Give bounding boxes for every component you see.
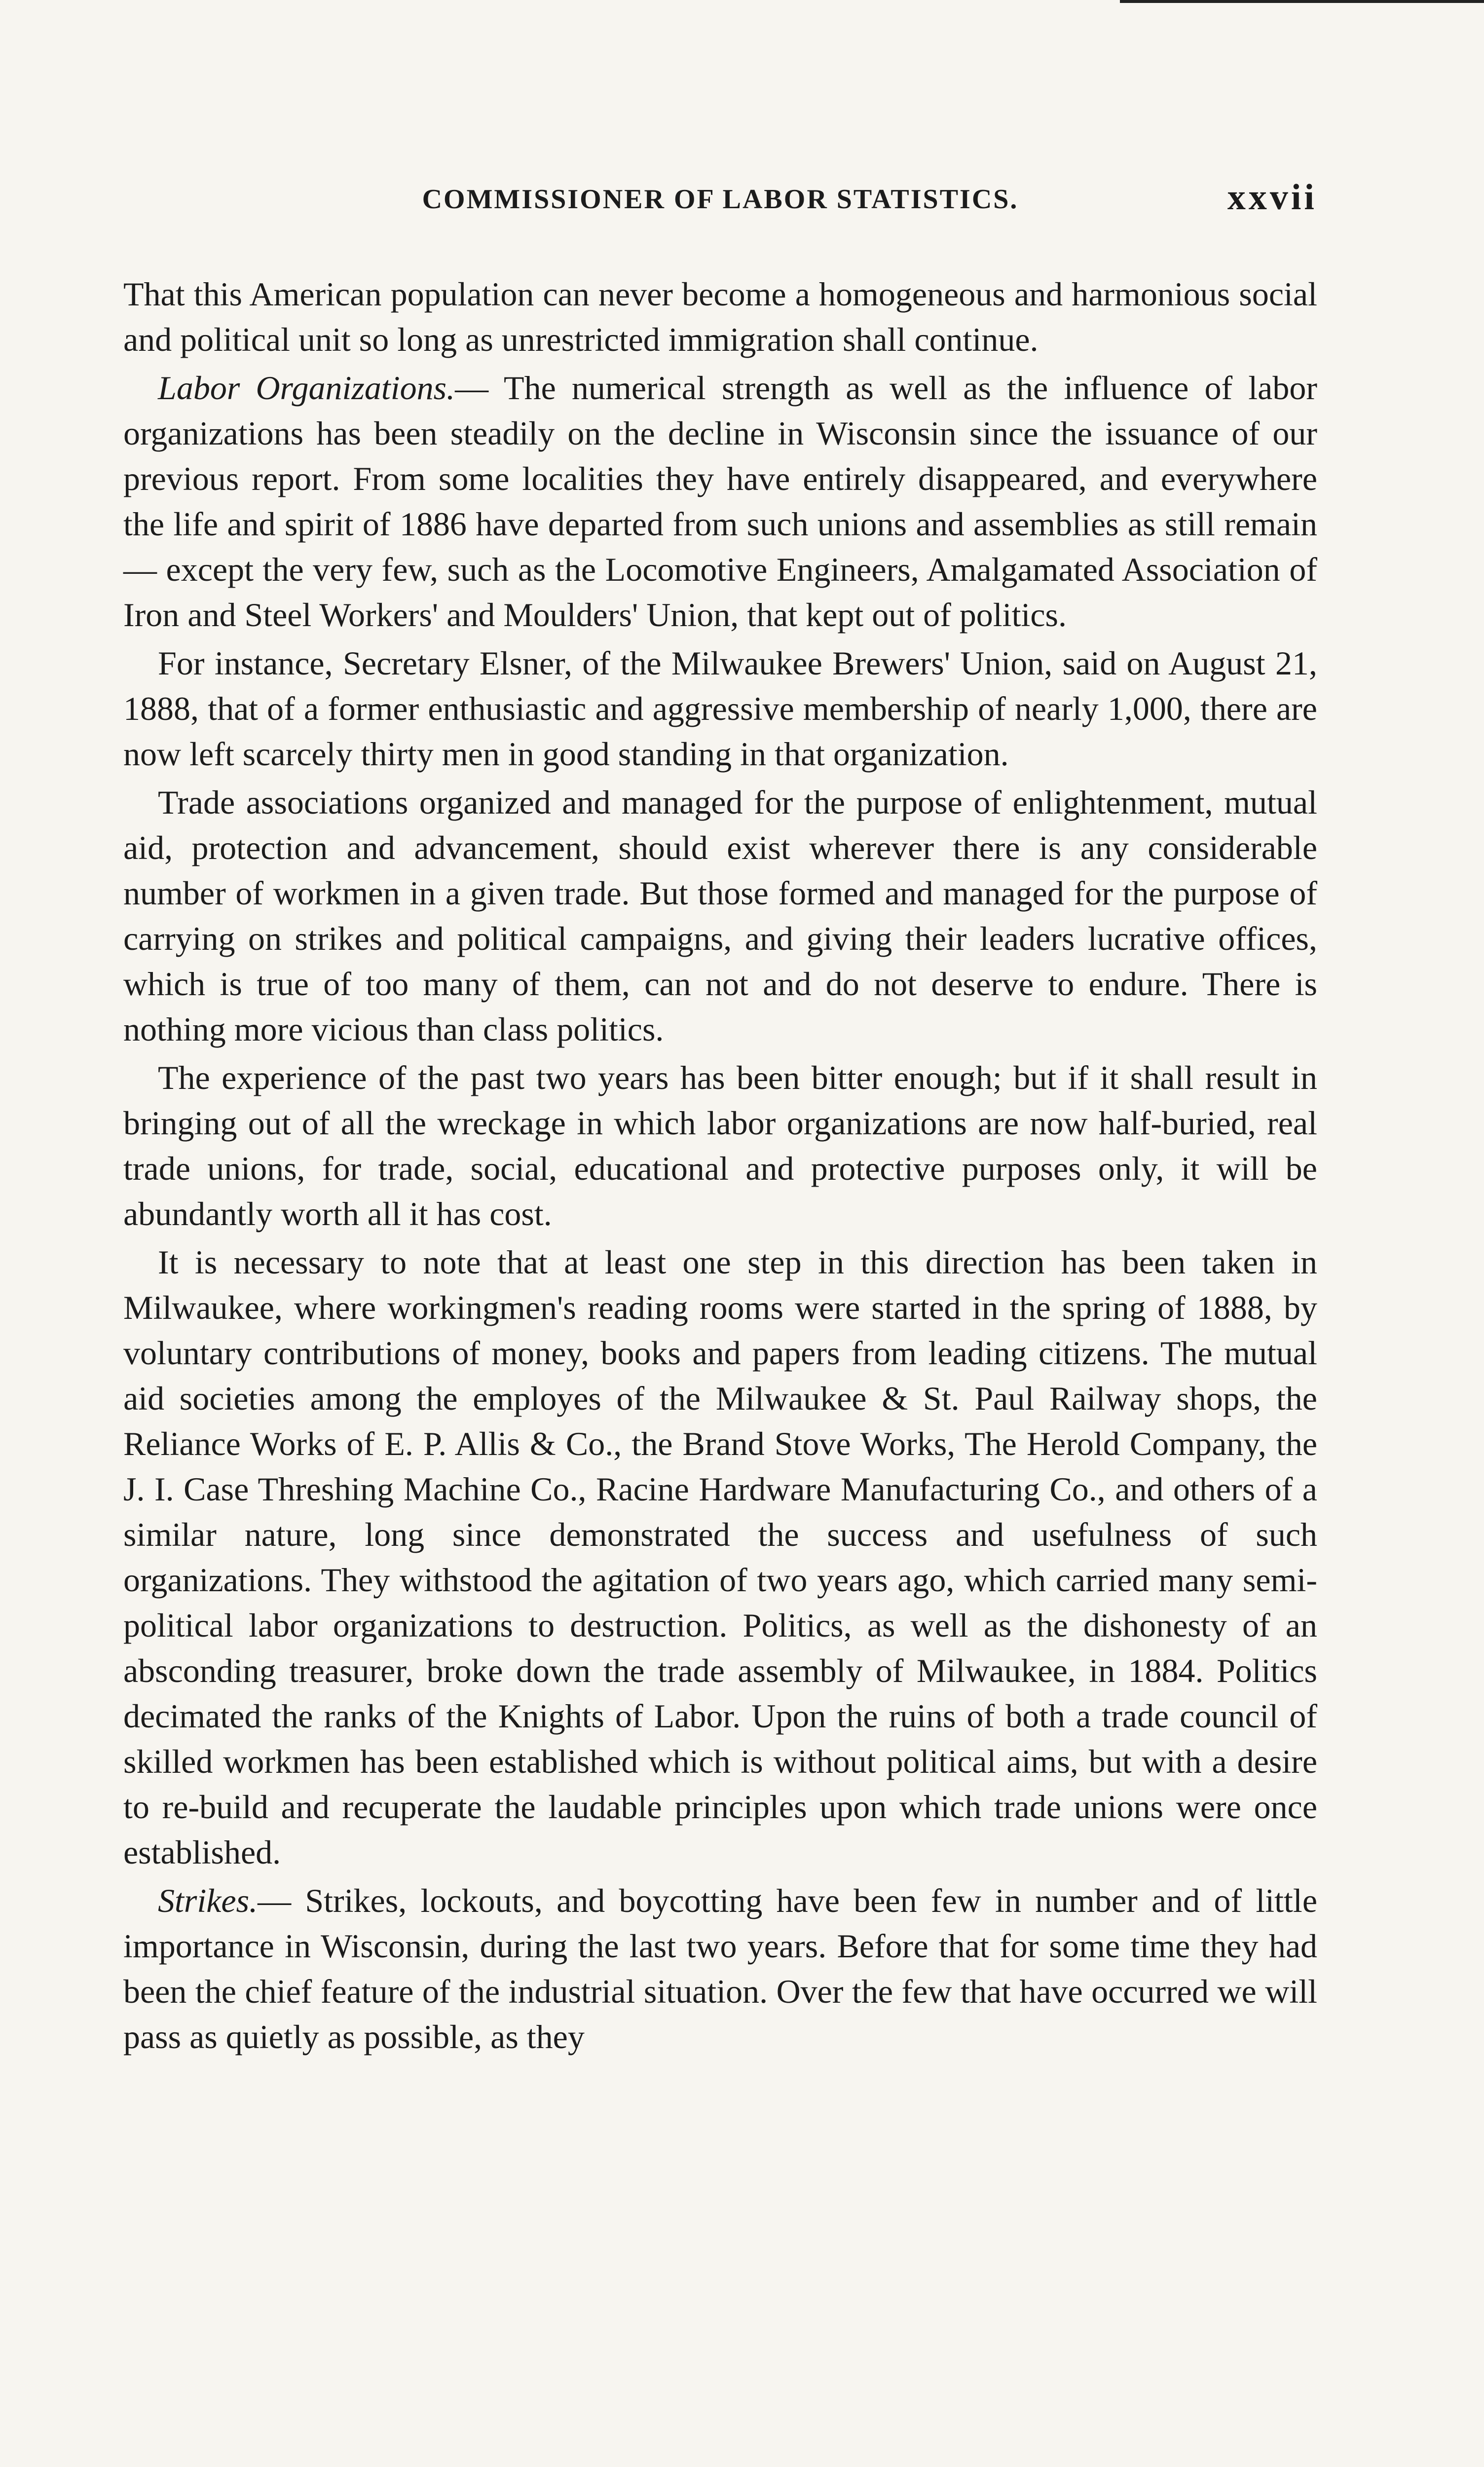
paragraph-1-text: That this American population can never become a homogeneous and harmonious social and political unit so long as unrestricted immigration shall continue. <box>123 275 1317 358</box>
paragraph-labor-organizations <box>123 365 1317 637</box>
paragraph-4 <box>123 780 1317 1052</box>
section-heading-labor-organizations: Labor Organizations. <box>158 369 455 407</box>
paragraph-2-text: — The numerical strength as well as the influence of labor organizations has been steadily on the decline in Wisconsin since the issuance of our previous report. From some localities they have entirely disappeared, and everywhere the life and spirit of 1886 have departed from such unions and assemblies as still remain — except the very few, such as the Locomotive Engineers, Amalgamated Association of Iron and Steel Workers' and Moulders' Union, that kept out of politics. <box>123 369 1317 634</box>
paragraph-3-text: For instance, Secretary Elsner, of the Milwaukee Brewers' Union, said on August 21, 1888, that of a former enthusiastic and aggressive membership of nearly 1,000, there are now left scarcely thirty men in good standing in that organization. <box>123 644 1317 773</box>
paragraph-strikes <box>123 1878 1317 2059</box>
paragraph-4-text: Trade associations organized and managed for the purpose of enlightenment, mutual aid, protection and advancement, should exist wherever there is any considerable number of workmen in a given trade. But those formed and managed for the purpose of carrying on strikes and political campaigns, and giving their leaders lucrative offices, which is true of too many of them, can not and do not deserve to endure. There is nothing more vicious than class politics. <box>123 784 1317 1048</box>
paragraph-5-text: The experience of the past two years has been bitter enough; but if it shall result in bringing out of all the wreckage in which labor organizations are now half-buried, real trade unions, for trade, social, educational and protective purposes only, it will be abundantly worth all it has cost. <box>123 1059 1317 1233</box>
paragraph-6 <box>123 1239 1317 1875</box>
paragraph-1 <box>123 271 1317 362</box>
section-heading-strikes: Strikes. <box>158 1882 258 1919</box>
page-header <box>123 174 1317 233</box>
paragraph-7-text: — Strikes, lockouts, and boycotting have been few in number and of little importance in Wisconsin, during the last two years. Before that for some time they had been the chief feature of the industrial situation. Over the few that have occurred we will pass as quietly as possible, as they <box>123 1882 1317 2056</box>
paragraph-6-text: It is necessary to note that at least one step in this direction has been taken in Milwaukee, where workingmen's reading rooms were started in the spring of 1888, by voluntary contributions of money, books and papers from leading citizens. The mutual aid societies among the employes of the Milwaukee & St. Paul Railway shops, the Reliance Works of E. P. Allis & Co., the Brand Stove Works, The Herold Company, the J. I. Case Threshing Machine Co., Racine Hardware Manufacturing Co., and others of a similar nature, long since demonstrated the success and usefulness of such organizations. They withstood the agitation of two years ago, which carried many semi-political labor organizations to destruction. Politics, as well as the dishonesty of an absconding treasurer, broke down the trade assembly of Milwaukee, in 1884. Politics decimated the ranks of the Knights of Labor. Upon the ruins of both a trade council of skilled workmen has been established which is without political aims, but with a desire to re-build and recuperate the laudable principles upon which trade unions were once established. <box>123 1243 1317 1871</box>
page-number: xxvii <box>1227 177 1317 218</box>
body-text <box>123 271 1317 2059</box>
paragraph-3 <box>123 640 1317 777</box>
running-head: COMMISSIONER OF LABOR STATISTICS. <box>422 184 1019 215</box>
paragraph-5 <box>123 1055 1317 1236</box>
top-edge-rule <box>1120 0 1484 3</box>
